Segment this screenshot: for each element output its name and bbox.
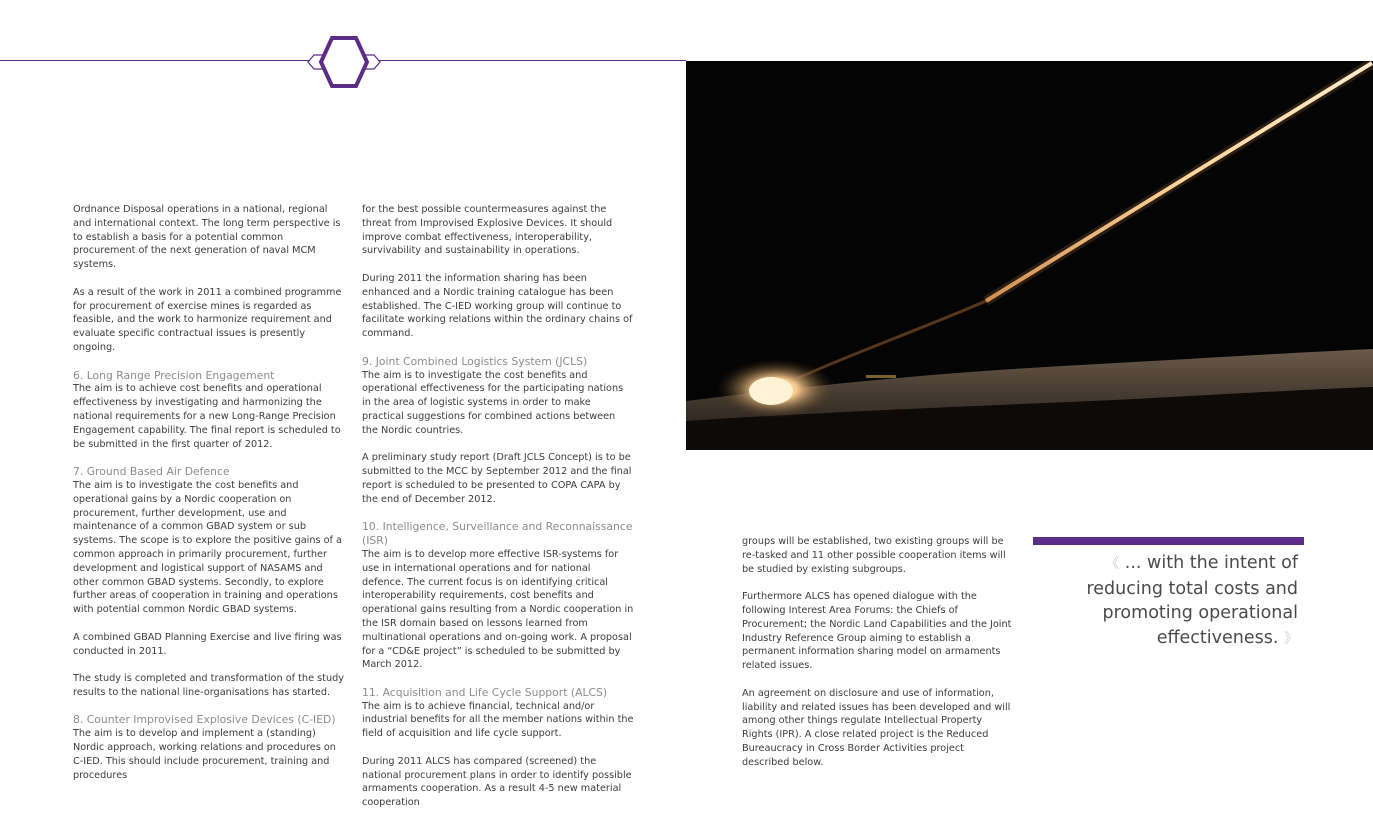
section-11-paragraph-2: During 2011 ALCS has compared (screened) the national procurement plans in order to identify possible armaments cooperation. As a result 4-5 new material cooperation [362,755,632,809]
section-10-heading: 10. Intelligence, Surveillance and Reconnaissance (ISR) [362,520,633,548]
interest-forums-paragraph: Furthermore ALCS has opened dialogue with the following Interest Area Forums: the Chiefs of Procurement; the Nordic Land Capabilities and the Joint Industry Reference Group aiming to establish a permanent information sharing model on armaments related issues. [742,591,1012,672]
text-column-right [742,535,1014,783]
missile-launch-photo [686,61,1373,450]
section-6-heading: 6. Long Range Precision Engagement [73,368,275,382]
intro-paragraph: Ordnance Disposal operations in a national, regional and international context. The long term perspective is to establish a basis for a potential common procurement of the next generation of naval MCM systems. [73,204,341,271]
open-quote-icon: 《 [1105,556,1120,572]
section-7-paragraph-2: A combined GBAD Planning Exercise and live firing was conducted in 2011. [73,631,342,657]
c-ied-continued-paragraph: for the best possible countermeasures against the threat from Improvised Explosive Devices. It should improve combat effectiveness, interoperability, survivability and sustainability in operations. [362,204,613,257]
information-sharing-paragraph: During 2011 the information sharing has been enhanced and a Nordic training catalogue has been established. The C-IED working group will continue to facilitate working relations within the ordinary chains of command. [362,272,633,340]
section-9-body: The aim is to investigate the cost benefits and operational effectiveness for the participating nations in the area of logistic systems in order to make practical suggestions for combined actions between the Nordic countries. [362,369,624,436]
ipr-agreement-paragraph: An agreement on disclosure and use of information, liability and related issues has been developed and will among other things regulate Intellectual Property Rights (IPR). A close related project is the Reduced Bureaucracy in Cross Border Activities project described below. [742,687,1011,768]
section-11-body: The aim is to achieve financial, technical and/or industrial benefits for all the member nations within the field of acquisition and life cycle support. [362,700,634,740]
text-column-left [73,203,348,796]
text-column-middle [362,203,634,824]
section-8-body: The aim is to develop and implement a (standing) Nordic approach, working relations and procedures on C-IED. This should include procurement, training and procedures [73,728,336,781]
section-10-body: The aim is to develop more effective ISR-systems for use in international operations and for national defence. The current focus is on identifying critical interoperability requirements, cost benefits and operational gains resulting from a Nordic cooperation in the ISR domain based on lessons learned from multinational operations and on-going work. A proposal for a “CD&E project” is scheduled to be submitted by March 2012. [362,548,634,671]
section-8-heading: 8. Counter Improvised Explosive Devices (C-IED) [73,713,336,727]
section-7-heading: 7. Ground Based Air Defence [73,465,230,479]
section-7-body: The aim is to investigate the cost benefits and operational gains by a Nordic cooperation on procurement, further development, use and maintenance of a common GBAD system or sub systems. The scope is to explore the positive gains of a common approach in primarily procurement, further development and logistical support of NASAMS and other common GBAD systems. Secondly, to explore further areas of cooperation in training and operations with potential common Nordic GBAD systems. [73,479,342,616]
section-9-heading: 9. Joint Combined Logistics System (JCLS) [362,354,588,368]
section-11-heading: 11. Acquisition and Life Cycle Support (ALCS) [362,685,608,699]
section-6-body: The aim is to achieve cost benefits and operational effectiveness by investigating and harmonizing the national requirements for a new Long-Range Precision Engagement capability. The final report is scheduled to be submitted in the first quarter of 2012. [73,383,341,450]
hexagon-logo-icon [304,34,384,90]
pull-quote [1036,551,1298,651]
alcs-continued-paragraph: groups will be established, two existing groups will be re-tasked and 11 other possible cooperation items will be studied by existing subgroups. [742,536,1006,575]
section-7-paragraph-3: The study is completed and transformation of the study results to the national line-organisations has started. [73,673,344,698]
result-paragraph: As a result of the work in 2011 a combined programme for procurement of exercise mines is regarded as feasible, and the work to harmonize requirement and evaluate specific contractual issues is presently ongoing. [73,286,342,353]
pull-quote-bar [1033,537,1304,545]
close-quote-icon: 》 [1284,630,1298,647]
pull-quote-text: ... with the intent of reducing total costs and promoting operational effectiveness. [1086,553,1298,648]
section-9-paragraph-2: A preliminary study report (Draft JCLS Concept) is to be submitted to the MCC by September 2012 and the final report is scheduled to be presented to COPA CAPA by the end of December 2012. [362,452,632,505]
